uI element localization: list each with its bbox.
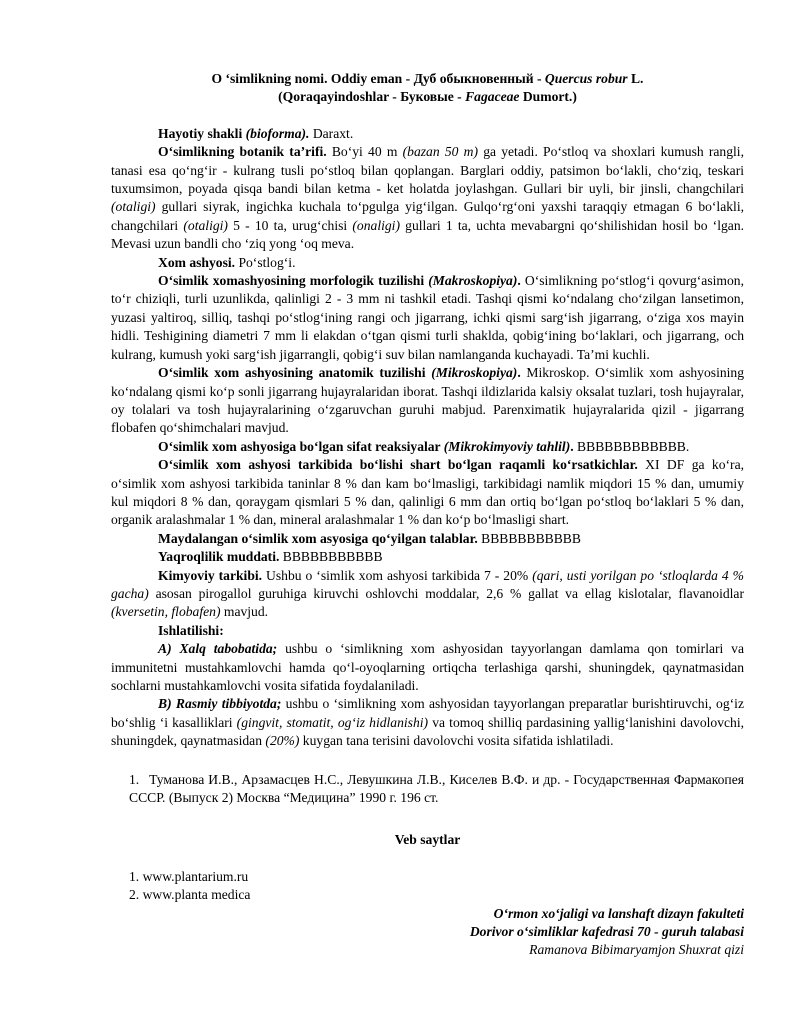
title-line-1: O ‘simlikning nomi. Oddiy eman - Дуб обыкновенный - Quercus robur L. — [211, 71, 644, 86]
faculty-line: O‘rmon xo‘jaligi va lanshaft dizayn fakulteti — [493, 905, 744, 921]
author-name: Ramanova Bibimaryamjon Shuxrat qizi — [529, 942, 744, 958]
author-signature — [111, 905, 744, 960]
reference-item: 1. Туманова И.В., Арзамасцев Н.С., Левушкина Л.В., Киселев В.Ф. и др. - Государственная Фармакопея СССР. (Выпуск 2) Москва “Медицина” 1990 г. 196 ст. — [129, 771, 744, 806]
website-item[interactable]: 2. www.planta medica — [129, 887, 251, 903]
qualitative-reactions-paragraph: O‘simlik xom ashyosiga bo‘lgan sifat reaksiyalar (Mikrokimyoviy tahlil). BBBBBBBBBBBB. — [158, 438, 690, 454]
requirements-paragraph: Maydalangan o‘simlik xom asyosiga qo‘yilgan talablar. BBBBBBBBBBB — [158, 530, 581, 546]
life-form-paragraph: Hayotiy shakli (bioforma). Daraxt. — [158, 125, 354, 141]
department-line: Dorivor o‘simliklar kafedrasi 70 - guruh talabasi — [469, 924, 744, 940]
shelf-life-paragraph: Yaqroqlilik muddati. BBBBBBBBBBB — [158, 549, 383, 565]
usage-heading: Ishlatilishi: — [158, 622, 224, 638]
family-latin-name: Fagaceae — [465, 89, 520, 105]
chemical-composition-paragraph: Kimyoviy tarkibi. Ushbu o ‘simlik xom ashyosi tarkibida 7 - 20% (qari, usti yorilgan po ‘stloqlarda 4 % gacha) asosan pirogallol guruhiga kiruvchi oshlovchi moddalar, 2,6 % gallat va ellag kislotalar, flavanoidlar (kversetin, flobafen) mavjud. — [111, 567, 744, 620]
document-title — [111, 70, 744, 107]
websites-heading: Veb saytlar — [394, 832, 461, 848]
title-line-2: (Qoraqayindoshlar - Буковые - Fagaceae Dumort.) — [278, 89, 577, 105]
raw-material-paragraph: Xom ashyosi. Po‘stlog‘i. — [158, 254, 296, 270]
anatomy-paragraph: O‘simlik xom ashyosining anatomik tuzilishi (Mikroskopiya). Mikroskop. O‘simlik xom ashyosining ko‘ndalang qismi ko‘p sonli jigarrang hujayralaridan iborat. Tashqi ildizlarida kalsiy oksalat tuzlari, tosh hujayralar, oy tolalari va tosh hujayralarining o‘zgaruvchan guruhi mabjud. Parenximatik hujayralarida qizil - jigarrang flobafen qo‘shimchalari mavjud. — [111, 365, 745, 436]
botanical-description-paragraph: O‘simlikning botanik ta’rifi. Bo‘yi 40 m (bazan 50 m) ga yetadi. Po‘stloq va shoxlari kumush rangli, tanasi esa qo‘ng‘ir - kulrang tusli po‘stloq bilan qoplangan. Barglari oddiy, patsimon bo‘lakli, cho‘ziq, teskari tuxumsimon, poyada qisqa bandi bilan ketma - ket holatda joylashgan. Gullari bir uyli, bir jinsli, changchilari (otaligi) gullari siyrak, ingichka kuchala to‘pgulga yig‘ilgan. Gulqo‘rg‘oni yaxshi taraqqiy etmagan 6 bo‘lakli, changchilari (otaligi) 5 - 10 ta, urug‘chisi (onaligi) gullari 1 ta, uchta mevabargni qo‘shilishidan hosil bo ‘lgan. Mevasi uzun bandli cho ‘ziq yong ‘oq meva. — [111, 144, 745, 252]
morphology-paragraph: O‘simlik xomashyosining morfologik tuzilishi (Makroskopiya). O‘simlikning po‘stlog‘i qovurg‘asimon, to‘r chiziqli, turli uzunlikda, qalinligi 2 - 3 mm ni tashkil etadi. Tashqi qismi ko‘ndalang cho‘zilgan lansetimon, yuzasi yaltiroq, silliq, tashqi po‘stlog‘ining rangi och jigarrang, ichki qismi sarg‘ish jigarrang, o‘ziga xos mayin hidli. Teshigining diametri 7 mm li elakdan o‘tgan qismi turli shaklda, qobig‘ining bo‘laklari, och jigarrang, och kulrang, kumush yoki sarg‘ish jigarrangli, qobig‘i suv bilan namlanganda kuchayadi. Ta’mi kuchli. — [111, 273, 744, 362]
numeric-indicators-paragraph: O‘simlik xom ashyosi tarkibida bo‘lishi shart bo‘lgan raqamli ko‘rsatkichlar. XI DF ga ko‘ra, o‘simlik xom ashyosi tarkibida taninlar 8 % dan kam bo‘lmasligi, tarkibidagi namlik miqdori 15 % dan, umumiy kul miqdori 8 % dan, qoraygam qismlari 5 % dan, qalinligi 6 mm dan ortiq bo‘lgan po‘stloq bo‘laklari 5 % dan, organik aralashmalar 1 % dan, mineral aralashmalar 1 % dan ko‘p bo‘lmasligi shart. — [111, 457, 745, 528]
latin-name: Quercus robur — [544, 71, 628, 86]
official-medicine-paragraph: B) Rasmiy tibbiyotda; ushbu o ‘simlikning xom ashyosidan tayyorlangan preparatlar burishtiruvchi, og‘iz bo‘shlig ‘i kasalliklari (gingvit, stomatit, og‘iz hidlanishi) va tomoq shilliq pardasining yallig‘lanishini davolovchi, shuningdek, qaynatmasidan (20%) kuygan tana terisini davolovchi vosita sifatida ishlatiladi. — [111, 696, 744, 749]
folk-medicine-paragraph: A) Xalq tabobatida; ushbu o ‘simlikning xom ashyosidan tayyorlangan damlama qon tomirlari va immunitetni mustahkamlovchi hamda qo‘l-oyoqlarning ortiqcha terlashiga qarshi, shuningdek, qaynatmasidan sochlarni mustahkamlovchi vosita sifatida foydalaniladi. — [111, 641, 745, 693]
websites-list — [111, 868, 744, 905]
website-item[interactable]: 1. www.plantarium.ru — [129, 868, 249, 884]
